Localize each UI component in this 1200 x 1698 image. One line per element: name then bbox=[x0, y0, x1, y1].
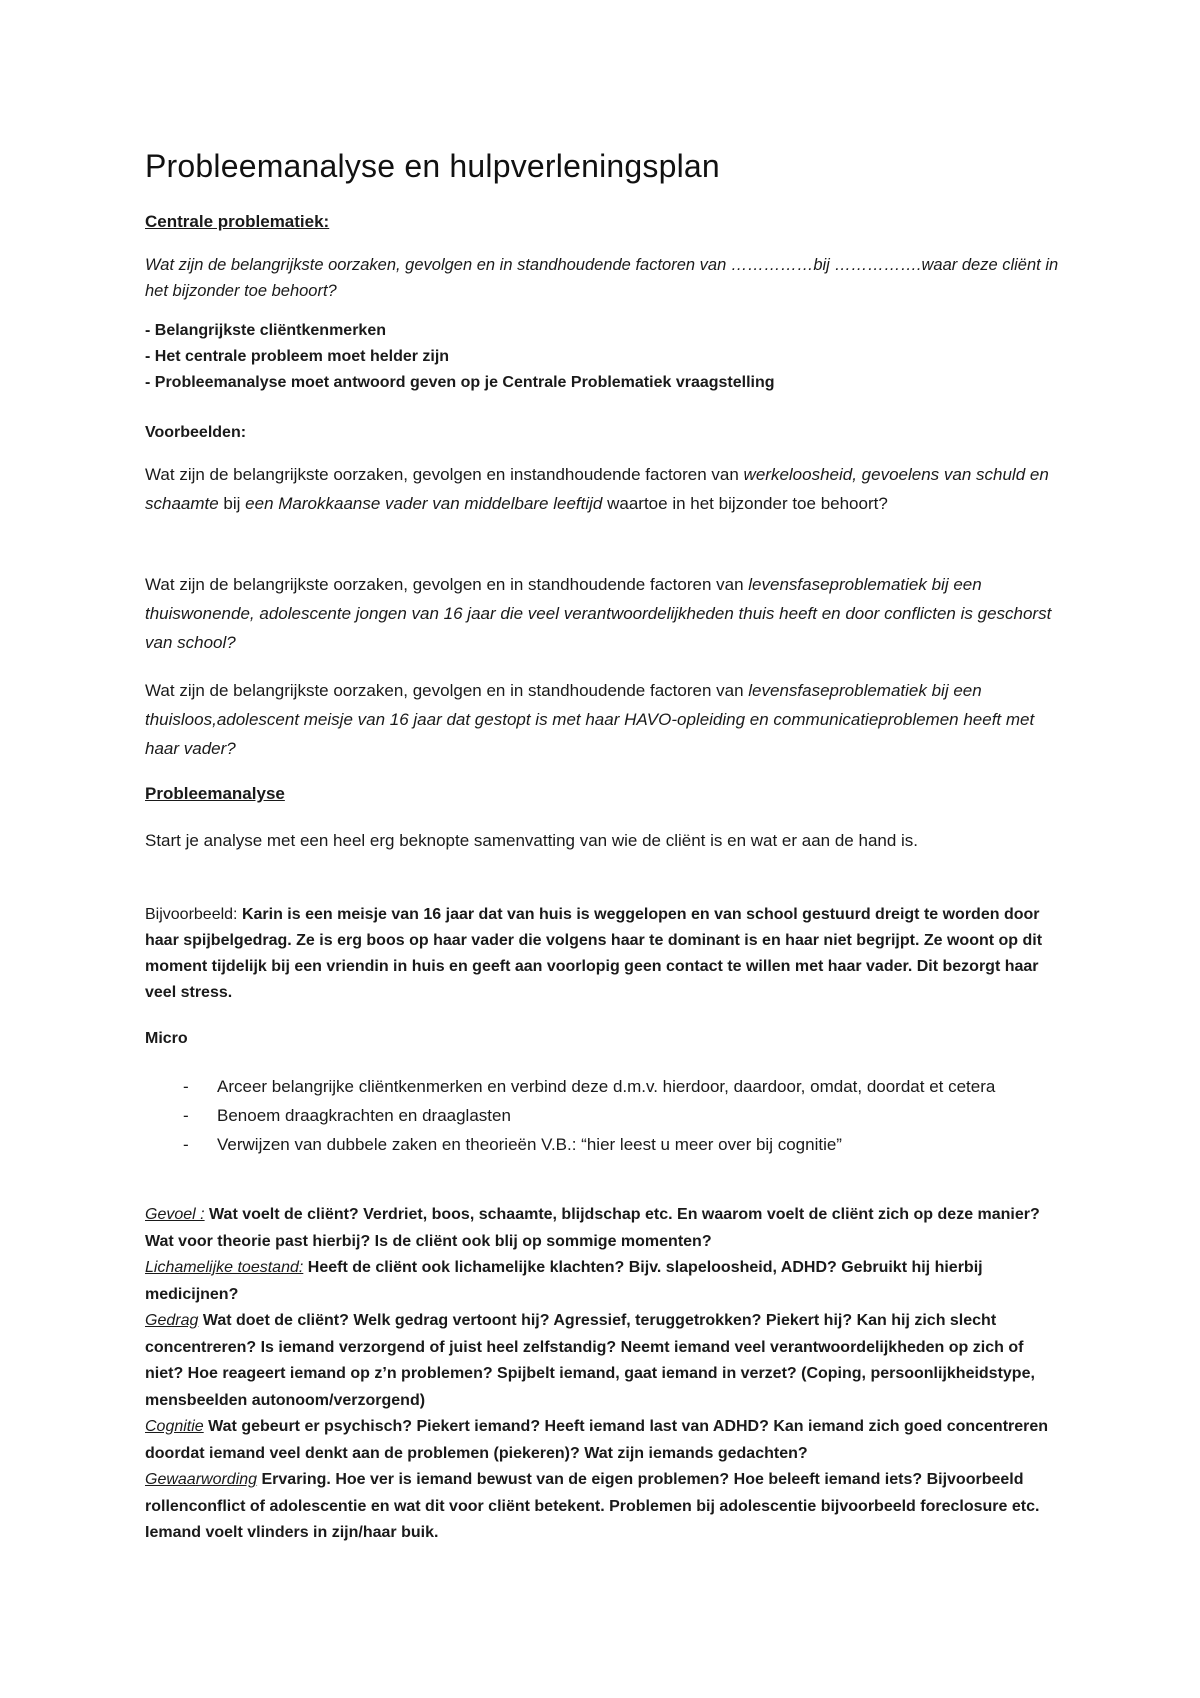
point-item: - Het centrale probleem moet helder zijn bbox=[145, 348, 450, 365]
example-1: Wat zijn de belangrijkste oorzaken, gevolgen en instandhoudende factoren van werkeloosheid, gevoelens van schuld en schaamte bij een Marokkaanse vader van middelbare leeftijd waartoe in het bijzonder toe behoort? bbox=[145, 465, 1049, 513]
micro-details bbox=[145, 1202, 1060, 1547]
point-item: - Belangrijkste cliëntkenmerken bbox=[145, 322, 386, 339]
cognitie-paragraph: Cognitie Wat gebeurt er psychisch? Piekert iemand? Heeft iemand last van ADHD? Kan iemand zich goed concentreren doordat iemand veel denkt aan de problemen (piekeren)? Wat zijn iemands gedachten? bbox=[145, 1418, 1049, 1462]
page-title: Probleemanalyse en hulpverleningsplan bbox=[145, 148, 720, 184]
gevoel-paragraph: Gevoel : Wat voelt de cliënt? Verdriet, boos, schaamte, blijdschap etc. En waarom voelt de cliënt zich op deze manier? Wat voor theorie past hierbij? Is de cliënt ook blij op sommige momenten? bbox=[145, 1206, 1040, 1250]
list-item: - Verwijzen van dubbele zaken en theorieën V.B.: “hier leest u meer over bij cognitie” bbox=[145, 1130, 1060, 1159]
point-item: - Probleemanalyse moet antwoord geven op je Centrale Problematiek vraagstelling bbox=[145, 374, 775, 391]
example-3: Wat zijn de belangrijkste oorzaken, gevolgen en in standhoudende factoren van levensfaseproblematiek bij een thuisloos,adolescent meisje van 16 jaar dat gestopt is met haar HAVO-opleiding en communicatieproblemen heeft met haar vader? bbox=[145, 681, 1035, 758]
centrale-points bbox=[145, 318, 1060, 396]
list-item: - Arceer belangrijke cliëntkenmerken en verbind deze d.m.v. hierdoor, daardoor, omdat, doordat et cetera bbox=[145, 1072, 1060, 1101]
gedrag-paragraph: Gedrag Wat doet de cliënt? Welk gedrag vertoont hij? Agressief, teruggetrokken? Piekert hij? Kan hij zich slecht concentreren? Is iemand verzorgend of juist heel zelfstandig? Neemt iemand veel verantwoordelijkheden op zich of niet? Hoe reageert iemand op z’n problemen? Spijbelt iemand, gaat iemand in verzet? (Coping, persoonlijkheidstype, mensbeelden autonoom/verzorgend) bbox=[145, 1312, 1035, 1409]
voorbeelden-heading: Voorbeelden: bbox=[145, 424, 247, 441]
micro-list bbox=[145, 1072, 1060, 1159]
centrale-heading: Centrale problematiek: bbox=[145, 212, 330, 231]
lichamelijk-paragraph: Lichamelijke toestand: Heeft de cliënt ook lichamelijke klachten? Bijv. slapeloosheid, ADHD? Gebruikt hij hierbij medicijnen? bbox=[145, 1259, 983, 1303]
micro-heading: Micro bbox=[145, 1030, 188, 1047]
example-2: Wat zijn de belangrijkste oorzaken, gevolgen en in standhoudende factoren van levensfaseproblematiek bij een thuiswonende, adolescente jongen van 16 jaar die veel verantwoordelijkheden thuis heeft en door conflicten is geschorst van school? bbox=[145, 575, 1052, 652]
analyse-example: Bijvoorbeeld: Karin is een meisje van 16 jaar dat van huis is weggelopen en van school gestuurd dreigt te worden door haar spijbelgedrag. Ze is erg boos op haar vader die volgens haar te dominant is en haar niet begrijpt. Ze woont op dit moment tijdelijk bij een vriendin in huis en geeft aan voorlopig geen contact te willen met haar vader. Dit bezorgt haar veel stress. bbox=[145, 906, 1043, 1001]
gewaarwording-paragraph: Gewaarwording Ervaring. Hoe ver is iemand bewust van de eigen problemen? Hoe beleeft iemand iets? Bijvoorbeeld rollenconflict of adolescentie en wat dit voor cliënt betekent. Problemen bij adolescentie bijvoorbeeld foreclosure etc. Iemand voelt vlinders in zijn/haar buik. bbox=[145, 1471, 1040, 1541]
analyse-intro: Start je analyse met een heel erg beknopte samenvatting van wie de cliënt is en wat er aan de hand is. bbox=[145, 831, 919, 850]
centrale-question: Wat zijn de belangrijkste oorzaken, gevolgen en in standhoudende factoren van ……………bij …………….waar deze cliënt in het bijzonder toe behoort? bbox=[145, 256, 1059, 300]
list-item: - Benoem draagkrachten en draaglasten bbox=[145, 1101, 1060, 1130]
probleemanalyse-heading: Probleemanalyse bbox=[145, 784, 285, 803]
